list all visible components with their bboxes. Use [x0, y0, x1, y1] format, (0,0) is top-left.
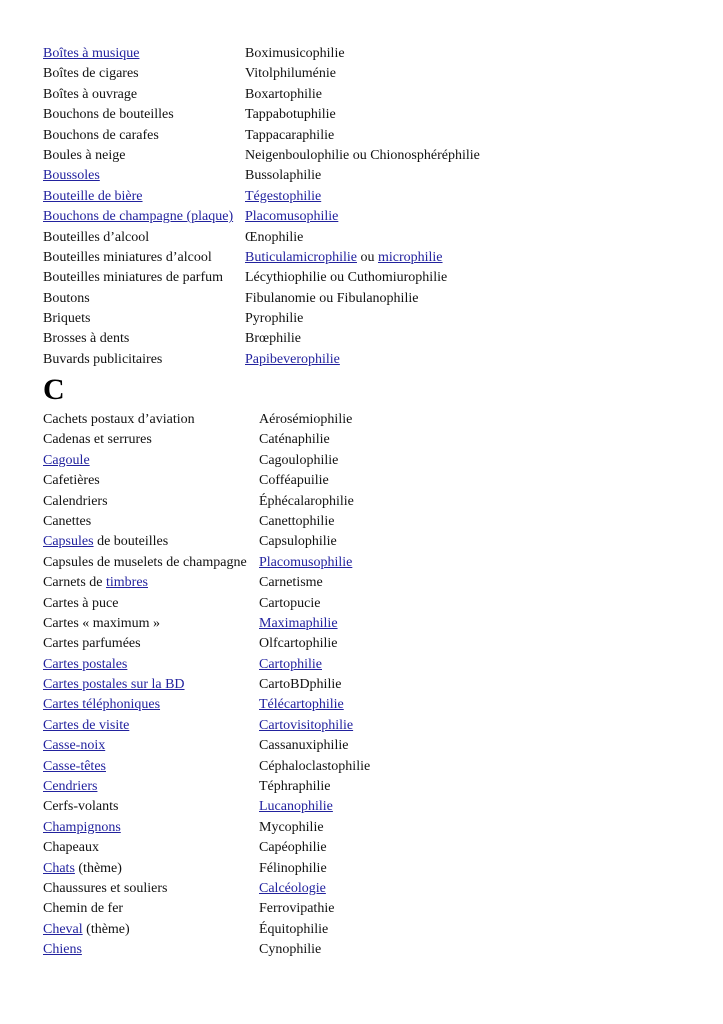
table-row — [43, 736, 370, 756]
collector-term-cell — [259, 471, 329, 491]
text: Mycophilie — [259, 819, 324, 835]
collector-term-cell — [259, 940, 321, 960]
text: Cagoulophilie — [259, 452, 339, 468]
table-row — [43, 940, 370, 960]
text: Cartopucie — [259, 595, 321, 611]
link[interactable]: Tégestophilie — [245, 188, 322, 204]
link[interactable]: Cartes de visite — [43, 717, 130, 733]
text: Boules à neige — [43, 147, 126, 163]
text: Éphécalarophilie — [259, 493, 354, 509]
text: Brosses à dents — [43, 331, 130, 347]
text: Pyrophilie — [245, 311, 304, 327]
collected-object-cell — [43, 716, 259, 736]
collected-object-cell — [43, 248, 245, 268]
text: Bouteilles miniatures de parfum — [43, 270, 224, 286]
table-row — [43, 350, 480, 370]
table-row — [43, 818, 370, 838]
collector-term-cell — [245, 85, 322, 105]
section-c-list — [43, 410, 370, 961]
collector-term-cell — [259, 899, 334, 919]
text: Chaussures et souliers — [43, 880, 168, 896]
collector-term-cell — [245, 309, 303, 329]
text: Bouchons de bouteilles — [43, 107, 174, 123]
link[interactable]: Boussoles — [43, 168, 100, 184]
table-row — [43, 594, 370, 614]
link[interactable]: Casse-têtes — [43, 758, 106, 774]
text: Canettophilie — [259, 513, 335, 529]
table-row — [43, 126, 480, 146]
collected-object-cell — [43, 532, 259, 552]
text: Olfcartophilie — [259, 636, 338, 652]
table-row — [43, 451, 370, 471]
table-row — [43, 85, 480, 105]
table-row — [43, 675, 370, 695]
table-row — [43, 228, 480, 248]
link[interactable]: Cheval — [43, 921, 83, 937]
table-row — [43, 532, 370, 552]
text: Fibulanomie ou Fibulanophilie — [245, 290, 419, 306]
table-row — [43, 655, 370, 675]
table-row — [43, 146, 480, 166]
text: Boxartophilie — [245, 86, 322, 102]
text: Caténaphilie — [259, 432, 330, 448]
collector-term-cell — [259, 430, 330, 450]
collector-term-cell — [259, 573, 323, 593]
collector-term-cell — [259, 818, 324, 838]
link[interactable]: Chats — [43, 860, 75, 876]
collected-object-cell — [43, 146, 245, 166]
collected-object-cell — [43, 838, 259, 858]
text: Vitolphiluménie — [245, 66, 336, 82]
table-row — [43, 920, 370, 940]
text: Brœphilie — [245, 331, 301, 347]
text: Cassanuxiphilie — [259, 738, 349, 754]
collector-term-cell — [259, 532, 337, 552]
text: Boîtes de cigares — [43, 66, 139, 82]
collector-term-cell — [259, 757, 370, 777]
collected-object-cell — [43, 879, 259, 899]
collector-term-cell — [259, 675, 341, 695]
link[interactable]: Cartes postales — [43, 656, 128, 672]
collector-term-cell — [259, 655, 322, 675]
text: Cachets postaux d’aviation — [43, 412, 195, 427]
collector-term-cell — [245, 268, 447, 288]
collected-object-cell — [43, 695, 259, 715]
table-row — [43, 492, 370, 512]
collected-object-cell — [43, 818, 259, 838]
table-row — [43, 859, 370, 879]
link[interactable]: Champignons — [43, 819, 121, 835]
table-row — [43, 573, 370, 593]
collected-object-cell — [43, 573, 259, 593]
link[interactable]: Casse-noix — [43, 738, 106, 754]
table-row — [43, 716, 370, 736]
text: Bouteilles miniatures d’alcool — [43, 249, 212, 265]
collector-term-cell — [245, 228, 303, 248]
table-row — [43, 410, 370, 430]
text: Capsules de muselets de champagne — [43, 554, 247, 570]
text: Tappacaraphilie — [245, 127, 335, 143]
collected-object-cell — [43, 64, 245, 84]
collector-term-cell — [259, 512, 334, 532]
collector-term-cell — [259, 451, 338, 471]
collected-object-cell — [43, 451, 259, 471]
collector-term-cell — [245, 105, 336, 125]
link[interactable]: Buticulamicrophilie — [245, 249, 357, 265]
link[interactable]: Chiens — [43, 942, 82, 958]
collector-term-cell — [245, 44, 345, 64]
link[interactable]: Calcéologie — [259, 880, 326, 896]
collector-term-cell — [245, 166, 321, 186]
table-row — [43, 512, 370, 532]
text: Boximusicophilie — [245, 46, 345, 61]
table-row — [43, 207, 480, 227]
text: de bouteilles — [93, 534, 169, 550]
collected-object-cell — [43, 207, 245, 227]
text: Cafetières — [43, 473, 100, 489]
collector-term-cell — [245, 187, 321, 207]
collected-object-cell — [43, 940, 259, 960]
table-row — [43, 166, 480, 186]
text: Tappabotuphilie — [245, 107, 336, 123]
collected-object-cell — [43, 329, 245, 349]
table-row — [43, 329, 480, 349]
table-row — [43, 289, 480, 309]
collector-term-cell — [259, 838, 327, 858]
collected-object-cell — [43, 655, 259, 675]
table-row — [43, 268, 480, 288]
text: ou — [356, 249, 378, 265]
text: Ferrovipathie — [259, 901, 335, 917]
collector-term-cell — [245, 248, 443, 268]
table-row — [43, 899, 370, 919]
table-row — [43, 695, 370, 715]
table-row — [43, 757, 370, 777]
link[interactable]: Papibeverophilie — [245, 351, 340, 367]
collector-term-cell — [259, 634, 338, 654]
collector-term-cell — [259, 553, 352, 573]
text: (thème) — [74, 860, 122, 876]
text: Canettes — [43, 513, 92, 529]
collected-object-cell — [43, 268, 245, 288]
link[interactable]: Cagoule — [43, 452, 90, 468]
collected-object-cell — [43, 634, 259, 654]
link[interactable]: Cartes téléphoniques — [43, 697, 161, 713]
text: Cartes à puce — [43, 595, 119, 611]
text: Cynophilie — [259, 942, 322, 958]
collected-object-cell — [43, 166, 245, 186]
text: Boutons — [43, 290, 90, 306]
collected-object-cell — [43, 105, 245, 125]
link[interactable]: Télécartophilie — [259, 697, 344, 713]
collected-object-cell — [43, 430, 259, 450]
text: Neigenboulophilie ou Chionosphéréphilie — [245, 147, 480, 163]
link[interactable]: timbres — [105, 575, 148, 591]
link[interactable]: Boîtes à musique — [43, 46, 140, 61]
link[interactable]: Cartes postales sur la BD — [43, 677, 185, 693]
collector-term-cell — [259, 736, 348, 756]
text: Bussolaphilie — [245, 168, 322, 184]
text: Cartes « maximum » — [43, 615, 161, 631]
collector-term-cell — [245, 207, 338, 227]
collected-object-cell — [43, 797, 259, 817]
collector-term-cell — [259, 777, 331, 797]
text: Céphaloclastophilie — [259, 758, 371, 774]
text: Capéophilie — [259, 840, 327, 856]
collected-object-cell — [43, 736, 259, 756]
collected-object-cell — [43, 471, 259, 491]
collected-object-cell — [43, 492, 259, 512]
collected-object-cell — [43, 289, 245, 309]
link[interactable]: microphilie — [377, 249, 443, 265]
link[interactable]: Cartophilie — [259, 656, 322, 672]
collector-term-cell — [245, 146, 480, 166]
collector-term-cell — [245, 64, 336, 84]
collector-term-cell — [259, 859, 327, 879]
text: Boîtes à ouvrage — [43, 86, 138, 102]
table-row — [43, 187, 480, 207]
table-row — [43, 309, 480, 329]
text: Œnophilie — [245, 229, 304, 245]
table-row — [43, 248, 480, 268]
text: Bouchons de carafes — [43, 127, 159, 143]
collected-object-cell — [43, 859, 259, 879]
table-row — [43, 553, 370, 573]
text: Calendriers — [43, 493, 108, 509]
collector-term-cell — [259, 594, 320, 614]
table-row — [43, 614, 370, 634]
collector-term-cell — [259, 410, 352, 430]
collector-term-cell — [259, 920, 328, 940]
collector-term-cell — [259, 797, 333, 817]
link[interactable]: Bouchons de champagne (plaque) — [43, 209, 234, 225]
text: Cartes parfumées — [43, 636, 141, 652]
text: Félinophilie — [259, 860, 327, 876]
text: Équitophilie — [259, 921, 329, 937]
text: Chemin de fer — [43, 901, 124, 917]
text: Cadenas et serrures — [43, 432, 152, 448]
link[interactable]: Capsules — [43, 534, 94, 550]
collected-object-cell — [43, 512, 259, 532]
table-row — [43, 44, 480, 64]
table-row — [43, 471, 370, 491]
section-c-heading: C — [43, 373, 65, 406]
collected-object-cell — [43, 614, 259, 634]
link[interactable]: Bouteille de bière — [43, 188, 143, 204]
text: Carnetisme — [259, 575, 323, 591]
text: Carnets de — [43, 575, 106, 591]
collector-term-cell — [259, 879, 326, 899]
text: Cofféapuilie — [259, 473, 329, 489]
collected-object-cell — [43, 309, 245, 329]
table-row — [43, 879, 370, 899]
table-row — [43, 64, 480, 84]
text: Bouteilles d’alcool — [43, 229, 150, 245]
link[interactable]: Placomusophilie — [259, 554, 353, 570]
table-row — [43, 634, 370, 654]
collected-object-cell — [43, 228, 245, 248]
collector-term-cell — [245, 126, 334, 146]
link[interactable]: Cartovisitophilie — [259, 717, 354, 733]
collected-object-cell — [43, 85, 245, 105]
collector-term-cell — [259, 492, 354, 512]
table-row — [43, 105, 480, 125]
collected-object-cell — [43, 350, 245, 370]
text: Briquets — [43, 311, 91, 327]
link[interactable]: Placomusophilie — [245, 209, 339, 225]
collected-object-cell — [43, 553, 259, 573]
collected-object-cell — [43, 899, 259, 919]
section-b-list — [43, 44, 480, 370]
link[interactable]: Lucanophilie — [259, 799, 333, 815]
collected-object-cell — [43, 187, 245, 207]
text: Buvards publicitaires — [43, 351, 163, 367]
collected-object-cell — [43, 126, 245, 146]
collector-term-cell — [259, 614, 338, 634]
text: Lécythiophilie ou Cuthomiurophilie — [245, 270, 448, 286]
table-row — [43, 797, 370, 817]
collector-term-cell — [245, 289, 418, 309]
collected-object-cell — [43, 594, 259, 614]
text: (thème) — [82, 921, 130, 937]
text: Chapeaux — [43, 840, 99, 856]
collected-object-cell — [43, 920, 259, 940]
collected-object-cell — [43, 777, 259, 797]
collected-object-cell — [43, 410, 259, 430]
table-row — [43, 430, 370, 450]
link[interactable]: Maximaphilie — [259, 615, 338, 631]
collected-object-cell — [43, 44, 245, 64]
link[interactable]: Cendriers — [43, 779, 98, 795]
text: Téphraphilie — [259, 779, 331, 795]
text: Capsulophilie — [259, 534, 337, 550]
collected-object-cell — [43, 757, 259, 777]
collector-term-cell — [245, 329, 301, 349]
text: Aérosémiophilie — [259, 412, 353, 427]
table-row — [43, 838, 370, 858]
text: Cerfs-volants — [43, 799, 119, 815]
table-row — [43, 777, 370, 797]
collector-term-cell — [259, 716, 353, 736]
collector-term-cell — [245, 350, 340, 370]
collector-term-cell — [259, 695, 344, 715]
collected-object-cell — [43, 675, 259, 695]
text: CartoBDphilie — [259, 677, 342, 693]
